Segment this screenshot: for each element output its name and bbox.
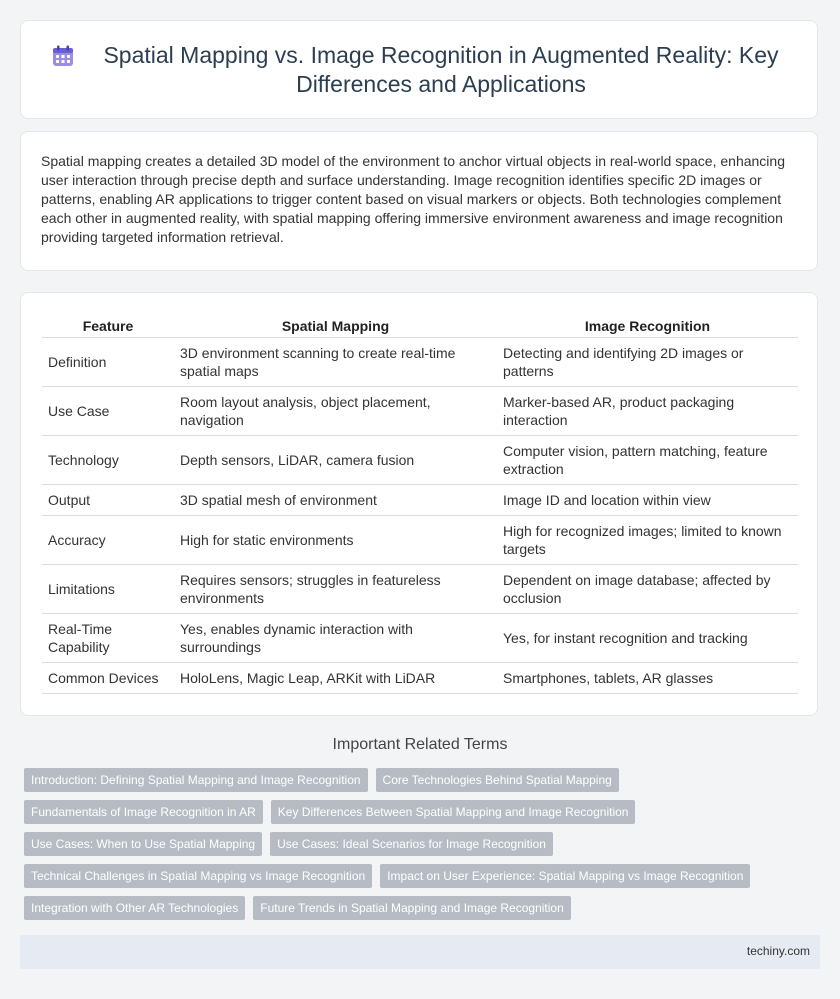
related-term-tag[interactable]: Technical Challenges in Spatial Mapping vs Image Recognition (24, 864, 372, 888)
image-recognition-cell: Computer vision, pattern matching, feature extraction (497, 436, 798, 485)
intro-paragraph: Spatial mapping creates a detailed 3D model of the environment to anchor virtual objects in real-world space, enhancing user interaction through precise depth and surface understanding. Image recognition identifies specific 2D images or patterns, enabling AR applications to trigger content based on visual markers or objects. Both technologies complement each other in augmented reality, with spatial mapping offering immersive environment awareness and image recognition providing targeted information retrieval. (41, 153, 785, 245)
table-row (42, 485, 798, 516)
footer (20, 935, 820, 969)
table-row (42, 338, 798, 387)
spatial-mapping-cell: HoloLens, Magic Leap, ARKit with LiDAR (174, 663, 497, 694)
image-recognition-cell: Dependent on image database; affected by occlusion (497, 565, 798, 614)
spatial-mapping-cell: High for static environments (174, 516, 497, 565)
table-row (42, 387, 798, 436)
spatial-mapping-cell: Depth sensors, LiDAR, camera fusion (174, 436, 497, 485)
related-term-tag[interactable]: Introduction: Defining Spatial Mapping and Image Recognition (24, 768, 368, 792)
image-recognition-cell: Image ID and location within view (497, 485, 798, 516)
related-term-tag[interactable]: Impact on User Experience: Spatial Mapping vs Image Recognition (380, 864, 750, 888)
related-term-tag[interactable]: Use Cases: Ideal Scenarios for Image Recognition (270, 832, 553, 856)
feature-cell: Technology (42, 436, 174, 485)
feature-cell: Limitations (42, 565, 174, 614)
feature-cell: Use Case (42, 387, 174, 436)
title-card (20, 20, 818, 119)
feature-cell: Real-Time Capability (42, 614, 174, 663)
image-recognition-cell: High for recognized images; limited to known targets (497, 516, 798, 565)
comparison-table-card (20, 292, 818, 716)
table-header-row (42, 315, 798, 338)
calendar-icon (51, 44, 75, 68)
related-term-tag[interactable]: Use Cases: When to Use Spatial Mapping (24, 832, 262, 856)
table-row (42, 516, 798, 565)
image-recognition-cell: Detecting and identifying 2D images or patterns (497, 338, 798, 387)
table-row (42, 436, 798, 485)
spatial-mapping-cell: 3D spatial mesh of environment (174, 485, 497, 516)
spatial-mapping-cell: Yes, enables dynamic interaction with surroundings (174, 614, 497, 663)
related-term-tag[interactable]: Future Trends in Spatial Mapping and Image Recognition (253, 896, 571, 920)
header-spatial-mapping: Spatial Mapping (174, 315, 497, 338)
feature-cell: Common Devices (42, 663, 174, 694)
feature-cell: Output (42, 485, 174, 516)
intro-card (20, 131, 818, 271)
feature-cell: Definition (42, 338, 174, 387)
image-recognition-cell: Yes, for instant recognition and tracking (497, 614, 798, 663)
site-name[interactable]: techiny.com (746, 944, 810, 958)
header-feature: Feature (42, 315, 174, 338)
spatial-mapping-cell: Room layout analysis, object placement, navigation (174, 387, 497, 436)
related-terms-heading: Important Related Terms (332, 736, 508, 753)
comparison-table (42, 315, 798, 694)
table-row (42, 663, 798, 694)
table-row (42, 614, 798, 663)
page-title: Spatial Mapping vs. Image Recognition in Augmented Reality: Key Differences and Applications (103, 41, 779, 97)
image-recognition-cell: Marker-based AR, product packaging interaction (497, 387, 798, 436)
image-recognition-cell: Smartphones, tablets, AR glasses (497, 663, 798, 694)
related-term-tag[interactable]: Integration with Other AR Technologies (24, 896, 245, 920)
related-terms-list (24, 768, 824, 928)
related-term-tag[interactable]: Core Technologies Behind Spatial Mapping (376, 768, 619, 792)
spatial-mapping-cell: Requires sensors; struggles in featureless environments (174, 565, 497, 614)
related-term-tag[interactable]: Key Differences Between Spatial Mapping and Image Recognition (271, 800, 636, 824)
header-image-recognition: Image Recognition (497, 315, 798, 338)
related-term-tag[interactable]: Fundamentals of Image Recognition in AR (24, 800, 263, 824)
spatial-mapping-cell: 3D environment scanning to create real-time spatial maps (174, 338, 497, 387)
feature-cell: Accuracy (42, 516, 174, 565)
table-row (42, 565, 798, 614)
